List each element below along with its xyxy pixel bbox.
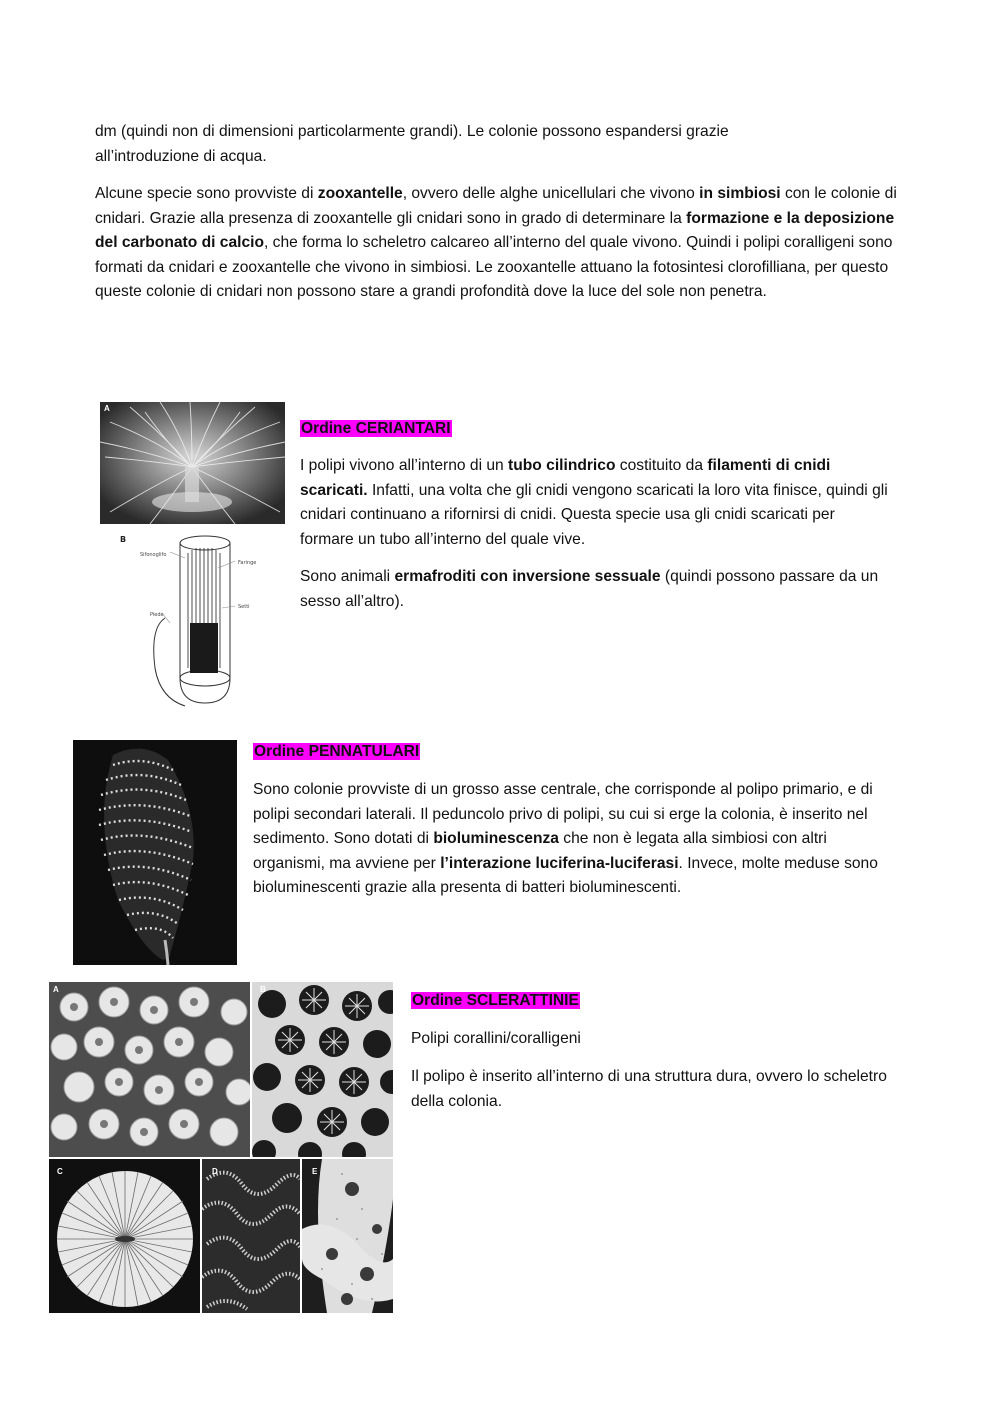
pennatulari-photo-art xyxy=(73,740,237,965)
intro-line-1: dm (quindi non di dimensioni particolarmente grandi). Le colonie possono espandersi grazie xyxy=(95,123,729,140)
bold-term-simbiosi: in simbiosi xyxy=(699,185,781,202)
bold-term-tubo: tubo cilindrico xyxy=(508,457,616,474)
cerianthari-paragraph-2 xyxy=(300,565,890,614)
cerianthari-paragraph-1 xyxy=(300,454,890,552)
bold-term-carbonato: formazione e la deposizione del carbonato di calcio xyxy=(95,209,895,251)
diagram-part-label: Sifonoglifo xyxy=(140,552,167,558)
diagram-part-label: Faringe xyxy=(238,560,257,566)
text-run: Sono animali xyxy=(300,568,395,585)
sclerattinie-panel-d xyxy=(202,1159,300,1313)
figure-label-b: B xyxy=(260,985,266,994)
cerianthari-diagram-art xyxy=(110,528,290,714)
diagram-part-label: Setti xyxy=(238,604,250,610)
sclerattinie-panel-b-art xyxy=(252,982,393,1157)
figure-label-d: D xyxy=(212,1167,218,1176)
heading-sclerattinie-text: Ordine SCLERATTINIE xyxy=(412,992,579,1009)
bold-term-ermafroditi: ermafroditi con inversione sessuale xyxy=(394,568,661,585)
figure-label-a: A xyxy=(104,404,110,413)
sclerattinie-panel-e xyxy=(302,1159,393,1313)
text-run: Sono colonie provviste di un grosso asse centrale, che corrisponde al polipo primario, e di polipi secondari laterali. Il peduncolo privo di polipi, su cui si erge la colonia, è inserito nel sedimento. Sono dotati di xyxy=(253,781,873,847)
cerianthari-diagram xyxy=(110,528,290,714)
sclerattinie-panel-e-art xyxy=(302,1159,393,1313)
sclerattinie-paragraph-1 xyxy=(411,1027,891,1052)
figure-label-c: C xyxy=(57,1167,63,1176)
text-run: I polipi vivono all’interno di un xyxy=(300,457,509,474)
text-run: (quindi possono passare da un sesso all’altro). xyxy=(300,568,879,610)
text-run: costituito da xyxy=(615,457,708,474)
text-run: con le colonie di cnidari. Grazie alla presenza di zooxantelle gli cnidari sono in grado di determinare la xyxy=(95,185,897,227)
sclerattinie-panel-b xyxy=(252,982,393,1157)
cerianthari-photo-art xyxy=(100,402,285,524)
bold-term-bioluminescenza: bioluminescenza xyxy=(433,830,559,847)
heading-cerianthari-text: Ordine CERIANTARI xyxy=(301,420,451,437)
sclerattinie-panel-c xyxy=(49,1159,200,1313)
diagram-part-label: Piede xyxy=(150,612,164,618)
text-run: , ovvero delle alghe unicellulari che vivono xyxy=(402,185,700,202)
pennatulari-paragraph-1 xyxy=(253,778,898,901)
figure-label-e: E xyxy=(312,1167,318,1176)
intro-paragraph-2 xyxy=(95,182,905,305)
bold-term-luciferina: l’interazione luciferina-luciferasi xyxy=(440,854,679,872)
heading-pennatulari-text: Ordine PENNATULARI xyxy=(254,743,420,760)
figure-label-b: B xyxy=(120,535,127,544)
text-run: Polipi corallini/coralligeni xyxy=(411,1030,581,1047)
sclerattinie-paragraph-2 xyxy=(411,1065,891,1114)
heading-pennatulari xyxy=(253,742,420,761)
sclerattinie-panel-a-art xyxy=(49,982,250,1157)
sclerattinie-panel-c-art xyxy=(49,1159,200,1313)
heading-sclerattinie xyxy=(411,991,580,1010)
text-run: Il polipo è inserito all’interno di una struttura dura, ovvero lo scheletro della colonia. xyxy=(411,1068,887,1110)
text-run: che non è legata alla simbiosi con altri organismi, ma avviene per xyxy=(253,830,827,872)
intro-paragraph-1 xyxy=(95,120,915,169)
text-run: , che forma lo scheletro calcareo all’interno del quale vivono. Quindi i polipi coralligeni sono formati da cnidari e zooxantelle che vivono in simbiosi. Le zooxantelle attuano la fotosintesi clorofilliana, per questo queste colonie di cnidari non possono stare a grandi profondità dove la luce del sole non penetra. xyxy=(95,234,893,300)
sclerattinie-panel-d-art xyxy=(202,1159,300,1313)
sclerattinie-panel-a xyxy=(49,982,250,1157)
bold-term-filamenti: filamenti di cnidi scaricati. xyxy=(300,457,831,499)
bold-term-zooxantelle: zooxantelle xyxy=(317,185,403,202)
figure-label-a: A xyxy=(53,985,59,994)
intro-line-2: all’introduzione di acqua. xyxy=(95,147,267,165)
cerianthari-photo xyxy=(100,402,285,524)
text-run: Infatti, una volta che gli cnidi vengono scaricati la loro vita finisce, quindi gli cnidari continuano a rifornirsi di cnidi. Questa specie usa gli cnidi scaricati per formare un tubo all’interno del quale vive. xyxy=(300,481,888,548)
heading-cerianthari xyxy=(300,419,452,438)
pennatulari-photo xyxy=(73,740,237,965)
text-run: Alcune specie sono provviste di xyxy=(95,185,318,202)
text-run: . Invece, molte meduse sono bioluminescenti grazie alla presenta di batteri bioluminescenti. xyxy=(253,854,878,896)
